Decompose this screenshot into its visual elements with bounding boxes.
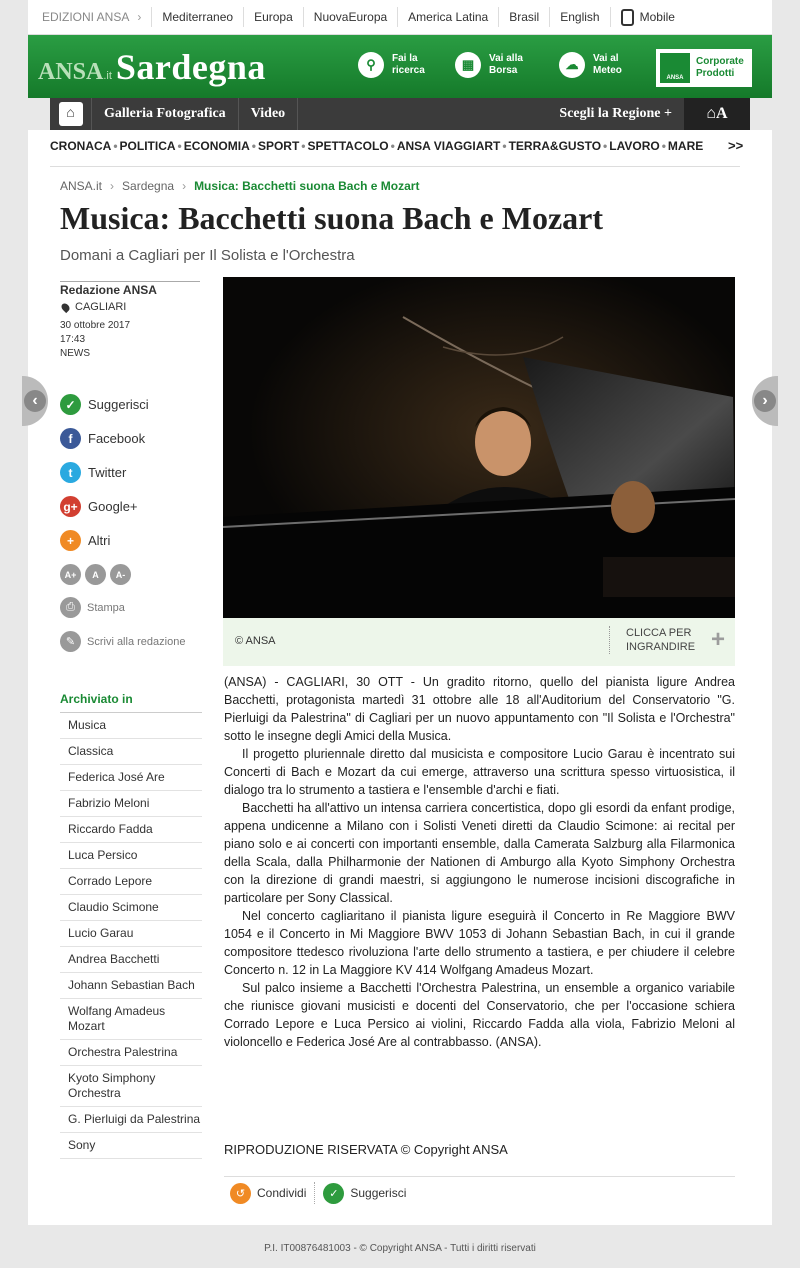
share-icon: ↺ [230,1183,251,1204]
site-header [28,35,772,98]
font-decrease-button[interactable]: A- [110,564,131,585]
pencil-icon: ✎ [60,631,81,652]
thumbs-up-icon: ✓ [60,394,81,415]
nav-video[interactable]: Video [239,98,298,130]
google-plus-icon: g+ [60,496,81,517]
editions-bar [28,0,772,35]
section-spettacolo[interactable]: SPETTACOLO [307,139,389,153]
article-paragraph: Bacchetti ha all'attivo un intensa carriera concertistica, dopo gli esordi da enfant prodige, appena undicenne a Milano con i Solisti Veneti diretti da Claudio Scimone: ai recital per piano solo e ai concerti con importanti ensemble, dalla Camerata Salzburg alla Filarmonica della Scala, dalla Philharmonie der Nationen di Amburgo alla Kyoto Simphony Orchestra con la direzione di grandi maestri, si aggiungono le numerose incisioni discografiche in particolare per Sony Classical. [224,801,735,905]
facebook-share-button[interactable]: f Facebook [60,428,210,449]
suggest-button-bottom[interactable]: Suggerisci [350,1186,407,1200]
section-ansa-viaggiart[interactable]: ANSA VIAGGIART [396,139,501,153]
breadcrumb-home[interactable]: ANSA.it [60,179,103,193]
search-button[interactable]: ⚲ Fai la ricerca [358,52,425,78]
tag-link[interactable]: Lucio Garau [60,921,202,947]
tag-link[interactable]: Luca Persico [60,843,202,869]
main-navbar [50,98,750,130]
chevron-left-icon: ‹ [24,390,46,412]
tag-link[interactable]: Corrado Lepore [60,869,202,895]
meteo-button[interactable]: ☁ Vai al Meteo [559,52,622,78]
article-author: Redazione ANSA [60,281,200,297]
tag-link[interactable]: Johann Sebastian Bach [60,973,202,999]
weather-icon: ☁ [559,52,585,78]
sections-menu: CRONACA • POLITICA • ECONOMIA • SPORT • SPETTACOLO • ANSA VIAGGIART • TERRA&GUSTO • LAVORO • MARE >> [50,138,744,153]
breadcrumb [60,179,419,193]
article-subtitle: Domani a Cagliari per Il Solista e l'Orchestra [60,247,355,264]
article-paragraph: Il progetto pluriennale diretto dal musicista e compositore Lucio Garau è incentrato sui Concerti di Bach e Mozart da cui emerge, attraverso una scrittura spesso virtuosistica, il dialogo tra lo strumento a tastiera e l'ensemble d'archi e fiati. [224,747,735,797]
chevron-right-icon: › [754,390,776,412]
tag-link[interactable]: Orchestra Palestrina [60,1040,202,1066]
section-politica[interactable]: POLITICA [119,139,176,153]
tag-link[interactable]: G. Pierluigi da Palestrina [60,1107,202,1133]
borsa-button[interactable]: ▦ Vai alla Borsa [455,52,523,78]
tag-list [60,713,202,1159]
photo-caption [223,618,735,666]
article-paragraph: (ANSA) - CAGLIARI, 30 OTT - Un gradito ritorno, quello del pianista ligure Andrea Bacchetti, protagonista martedì 31 ottobre alle 18 all'Auditorium del Conservatorio "G. Pierluigi da Palestrina" di Cagliari per un nuovo appuntamento con "Il Solista e l'Orchestra" sotto le insegne degli Amici della Musica. [224,675,735,743]
archive-heading: Archiviato in [60,692,202,713]
thumbs-up-icon: ✓ [323,1183,344,1204]
copyright-notice: RIPRODUZIONE RISERVATA © Copyright ANSA [224,1142,508,1157]
home-icon: ⌂ [59,102,83,126]
facebook-icon: f [60,428,81,449]
editions-label[interactable]: EDIZIONI ANSA › [42,10,142,24]
region-selector[interactable]: Scegli la Regione + [559,106,672,121]
article-type: NEWS [60,348,90,359]
nav-galleria-fotografica[interactable]: Galleria Fotografica [92,98,239,130]
edition-link-brasil[interactable]: Brasil [498,7,549,27]
tag-link[interactable]: Claudio Scimone [60,895,202,921]
tag-link[interactable]: Classica [60,739,202,765]
section-sport[interactable]: SPORT [257,139,300,153]
font-reset-button[interactable]: A [85,564,106,585]
pianist-photo-illustration [223,277,735,618]
tag-link[interactable]: Riccardo Fadda [60,817,202,843]
article-title: Musica: Bacchetti suona Bach e Mozart [60,200,604,236]
archive-tags [60,692,202,1159]
photo-credit: © ANSA [235,635,276,647]
section-economia[interactable]: ECONOMIA [183,139,250,153]
section-mare[interactable]: MARE [667,139,704,153]
search-icon: ⚲ [358,52,384,78]
plus-icon[interactable]: + [710,626,725,653]
section-cronaca[interactable]: CRONACA [50,139,112,153]
font-increase-button[interactable]: A+ [60,564,81,585]
region-name: Sardegna [115,46,266,87]
tag-link[interactable]: Fabrizio Meloni [60,791,202,817]
mobile-phone-icon [621,9,634,26]
print-button[interactable]: ⎙ Stampa [60,597,125,618]
plus-icon: + [60,530,81,551]
corporate-button[interactable]: ANSA Corporate Prodotti [656,49,752,87]
twitter-icon: t [60,462,81,483]
article-time: 17:43 [60,334,86,345]
section-lavoro[interactable]: LAVORO [609,139,660,153]
article-photo[interactable] [223,277,735,618]
divider [50,166,740,167]
font-size-controls [60,564,131,585]
article-date: 30 ottobre 2017 [60,320,131,331]
tag-link[interactable]: Wolfang Amadeus Mozart [60,999,202,1040]
mobile-link[interactable]: Mobile [610,7,685,27]
edition-link-english[interactable]: English [549,7,609,27]
breadcrumb-current: Musica: Bacchetti suona Bach e Mozart [194,179,420,193]
home-icon: ⌂ [706,105,717,122]
twitter-share-button[interactable]: t Twitter [60,462,210,483]
share-bar [230,1182,406,1204]
tag-link[interactable]: Kyoto Simphony Orchestra [60,1066,202,1107]
article-location: CAGLIARI [60,301,200,313]
edition-link-mediterraneo[interactable]: Mediterraneo [151,7,243,27]
enlarge-photo-button[interactable]: CLICCA PER INGRANDIRE [609,626,695,654]
footer-text: P.I. IT00876481003 - © Copyright ANSA - Tutti i diritti riservati [264,1243,536,1254]
article-meta [60,281,200,359]
suggest-button[interactable]: ✓ Suggerisci [60,394,210,415]
edition-link-america-latina[interactable]: America Latina [397,7,498,27]
article-paragraph: Nel concerto cagliaritano il pianista ligure eseguirà il Concerto in Re Maggiore BWV 1054 e il Concerto in Mi Maggiore BWV 1053 di Johann Sebastian Bach, in cui il grande compositore ttedesco rivoluziona l'arte dello strumento a tastiera, e per chiudere il celebre Concerto n. 12 in La Maggiore KV 414 Wolfgang Amadeus Mozart. [224,909,735,977]
edition-link-nuovaeuropa[interactable]: NuovaEuropa [303,7,397,27]
divider [224,1176,735,1177]
ansa-corporate-logo: ANSA [660,53,690,83]
tag-link[interactable]: Sony [60,1133,202,1159]
tag-link[interactable]: Musica [60,713,202,739]
google-share-button[interactable]: g+ Google+ [60,496,210,517]
printer-icon: ⎙ [60,597,81,618]
more-share-button[interactable]: + Altri [60,530,210,551]
chevron-right-icon: › [137,10,142,24]
tag-link[interactable]: Federica José Are [60,765,202,791]
section-terra-gusto[interactable]: TERRA&GUSTO [508,139,602,153]
breadcrumb-region[interactable]: Sardegna [122,179,175,193]
chevron-right-icon: › [182,179,187,193]
chevron-right-icon: › [110,179,115,193]
location-pin-icon [60,301,71,312]
write-editor-button[interactable]: ✎ Scrivi alla redazione [60,631,185,652]
home-button[interactable] [50,98,92,130]
bar-chart-icon: ▦ [455,52,481,78]
site-logo[interactable]: ANSA .it Sardegna [38,46,266,87]
article-body [224,673,735,1051]
article-paragraph: Sul palco insieme a Bacchetti l'Orchestra Palestrina, un ensemble a organico variabile che riunisce giovani musicisti e docenti del Conservatorio, che per l'occasione schiera Corrado Lepore e Luca Persico ai violini, Riccardo Fadda alla viola, Fabrizio Meloni al violoncello e Federica José Are al contrabbasso. (ANSA). [224,981,735,1049]
home-a-button[interactable]: ⌂ A [684,98,750,130]
share-button[interactable]: Condividi [257,1186,307,1200]
sections-more-icon[interactable]: >> [728,138,744,153]
edition-link-europa[interactable]: Europa [243,7,303,27]
tag-link[interactable]: Andrea Bacchetti [60,947,202,973]
